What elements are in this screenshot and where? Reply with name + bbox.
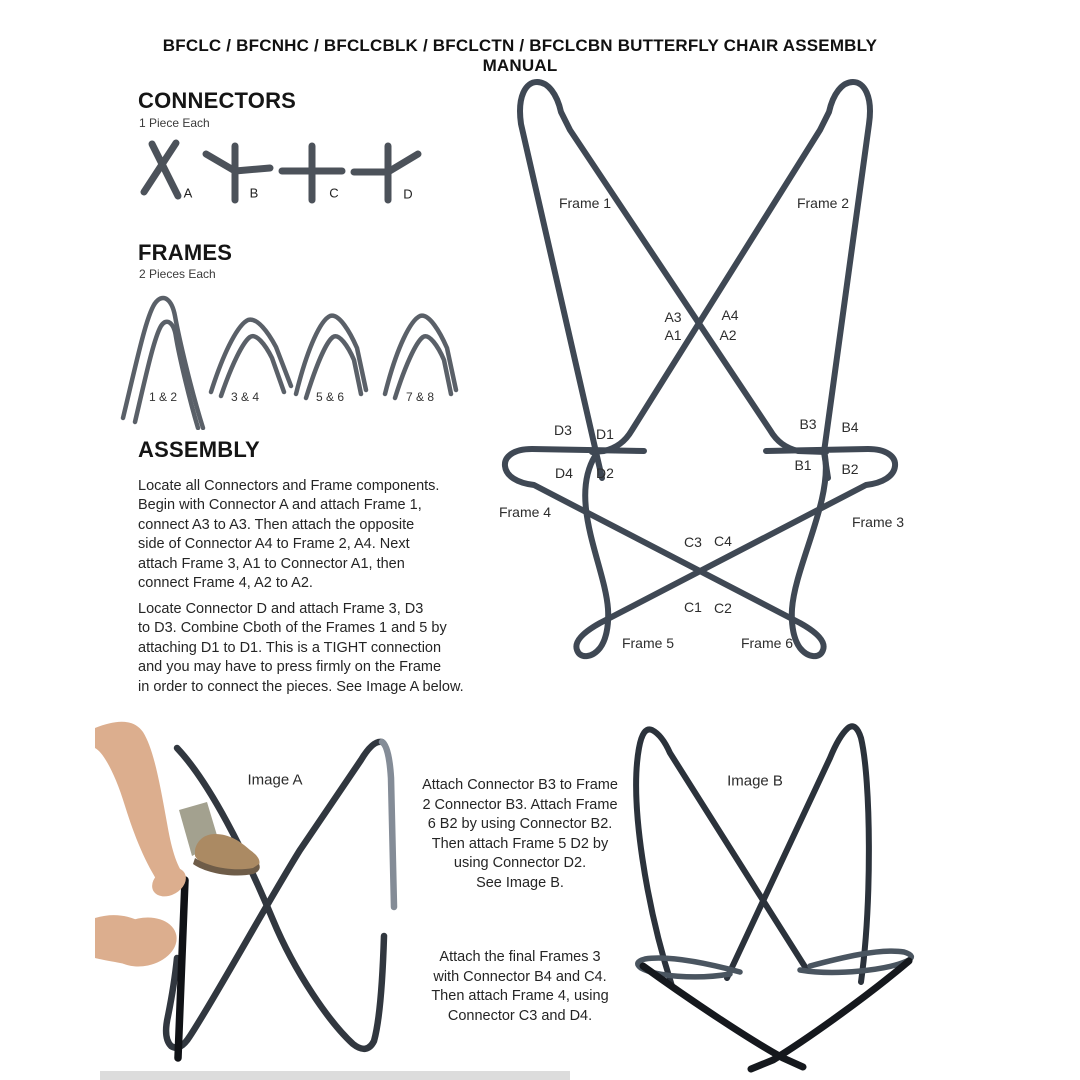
diagram-label-frame2: Frame 2 <box>796 195 850 211</box>
connector-a-label: A <box>183 185 193 201</box>
frame-1-2-label: 1 & 2 <box>148 390 178 404</box>
connector-d-label: D <box>403 186 413 202</box>
connector-parts-icon <box>130 138 430 208</box>
frames-subheading: 2 Pieces Each <box>139 267 216 281</box>
chair-frame-diagram <box>480 60 980 700</box>
diagram-label-c4: C4 <box>714 533 732 549</box>
arm <box>95 722 185 892</box>
image-a-label: Image A <box>247 771 303 789</box>
diagram-label-frame4: Frame 4 <box>498 504 552 520</box>
diagram-label-d4: D4 <box>555 465 573 481</box>
frame-7-8-label: 7 & 8 <box>405 390 435 404</box>
frames-heading: FRAMES <box>138 240 233 265</box>
held-black-tube <box>178 880 185 1058</box>
diagram-label-a2: A2 <box>719 327 737 343</box>
diagram-label-b4: B4 <box>841 419 859 435</box>
diagram-label-frame3: Frame 3 <box>851 514 905 530</box>
floor-strip <box>100 1071 570 1080</box>
frame-5-6-icon <box>296 316 366 394</box>
step-3-text: Attach Connector B3 to Frame 2 Connector B3. Attach Frame 6 B2 by using Connector B2. Then attach Frame 5 D2 by using Connector D2. See Image B. <box>422 777 618 891</box>
connector-c-label: C <box>329 185 339 201</box>
diagram-label-frame1: Frame 1 <box>558 195 612 211</box>
assembly-heading: ASSEMBLY <box>138 437 260 462</box>
image-b-label: Image B <box>727 772 783 790</box>
image-b-photo <box>615 718 985 1080</box>
diagram-label-d2: D2 <box>596 465 614 481</box>
diagram-label-a3: A3 <box>664 309 682 325</box>
frame-parts-icon <box>115 290 475 430</box>
diagram-label-frame5: Frame 5 <box>621 635 675 651</box>
diagram-label-c1: C1 <box>684 599 702 615</box>
diagram-label-c3: C3 <box>684 534 702 550</box>
diagram-label-c2: C2 <box>714 600 732 616</box>
connectors-subheading: 1 Piece Each <box>139 116 210 130</box>
frame-7-8-icon <box>385 316 456 394</box>
diagram-label-a1: A1 <box>664 327 682 343</box>
connectors-heading: CONNECTORS <box>138 88 297 113</box>
assembly-paragraph-1: Locate all Connectors and Frame components. Begin with Connector A and attach Frame 1, connect A3 to A3. Then attach the opposite side of Connector A4 to Frame 2, A4. Next attach Frame 3, A1 to Connector A1, then connect Frame 4, A2 to A2. <box>138 478 440 592</box>
step-4-text: Attach the final Frames 3 with Connector B4 and C4. Then attach Frame 4, using Connector C3 and D4. <box>431 949 609 1024</box>
frame-5-6-label: 5 & 6 <box>315 390 345 404</box>
diagram-label-d1: D1 <box>596 426 614 442</box>
assembly-paragraph-2: Locate Connector D and attach Frame 3, D3 to D3. Combine Cboth of the Frames 1 and 5 by attaching D1 to D1. This is a TIGHT connection and you may have to press firmly on the Frame in order to connect the pieces. See Image A below. <box>138 601 464 695</box>
connector-b-label: B <box>249 185 259 201</box>
diagram-label-frame6: Frame 6 <box>740 635 794 651</box>
diagram-label-b3: B3 <box>799 416 817 432</box>
diagram-label-b2: B2 <box>841 461 859 477</box>
diagram-label-d3: D3 <box>554 422 572 438</box>
diagram-label-a4: A4 <box>721 307 739 323</box>
frame-3-4-label: 3 & 4 <box>230 390 260 404</box>
diagram-label-b1: B1 <box>794 457 812 473</box>
page-title: BFCLC / BFCNHC / BFCLCBLK / BFCLCTN / BFCLCBN BUTTERFLY CHAIR ASSEMBLY MANUAL <box>162 36 878 75</box>
